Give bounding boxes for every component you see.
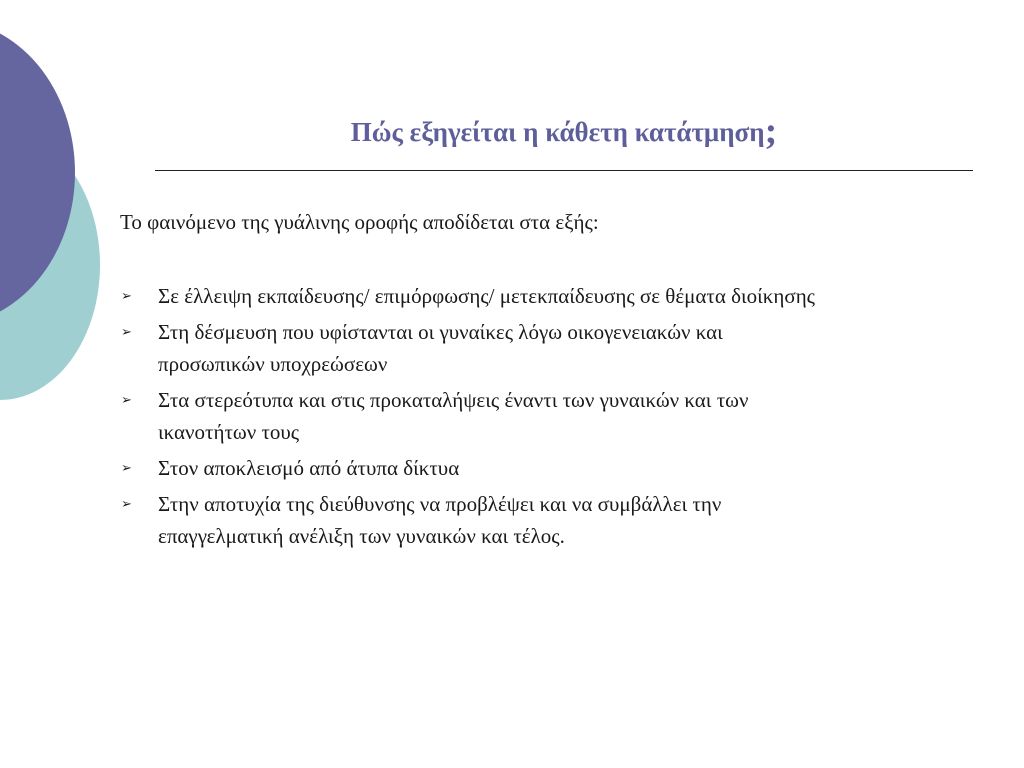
arrow-bullet-icon: ➢ <box>121 288 132 303</box>
arrow-bullet-icon: ➢ <box>121 324 132 339</box>
slide-title-question-mark: ; <box>764 110 778 152</box>
title-underline <box>155 170 973 171</box>
bullet-item <box>120 452 1000 484</box>
bullet-text-line-2: ικανοτήτων τους <box>158 420 300 444</box>
arrow-bullet-icon: ➢ <box>121 392 132 407</box>
bullet-text-line-1: Στον αποκλεισμό από άτυπα δίκτυα <box>158 456 460 480</box>
bullet-item <box>120 316 1000 380</box>
slide-title <box>155 103 973 160</box>
bullet-item <box>120 488 1000 552</box>
bullet-text-line-1: Στην αποτυχία της διεύθυνσης να προβλέψει και να συμβάλλει την <box>158 492 722 516</box>
bullet-item <box>120 280 1000 312</box>
bullet-text-line-1: Σε έλλειψη εκπαίδευσης/ επιμόρφωσης/ μετεκπαίδευσης σε θέματα διοίκησης <box>158 284 815 308</box>
bullet-text-line-1: Στη δέσμευση που υφίστανται οι γυναίκες λόγω οικογενειακών και <box>158 320 723 344</box>
intro-text: Το φαινόμενο της γυάλινης οροφής αποδίδεται στα εξής: <box>120 210 599 234</box>
bullet-item <box>120 384 1000 448</box>
bullet-list <box>120 280 1000 556</box>
bullet-text-line-2: επαγγελματική ανέλιξη των γυναικών και τέλος. <box>158 524 565 548</box>
arrow-bullet-icon: ➢ <box>121 460 132 475</box>
arrow-bullet-icon: ➢ <box>121 496 132 511</box>
bullet-text-line-1: Στα στερεότυπα και στις προκαταλήψεις έναντι των γυναικών και των <box>158 388 749 412</box>
slide-title-text: Πώς εξηγείται η κάθετη κατάτμηση <box>350 117 765 147</box>
bullet-text-line-2: προσωπικών υποχρεώσεων <box>158 352 388 376</box>
